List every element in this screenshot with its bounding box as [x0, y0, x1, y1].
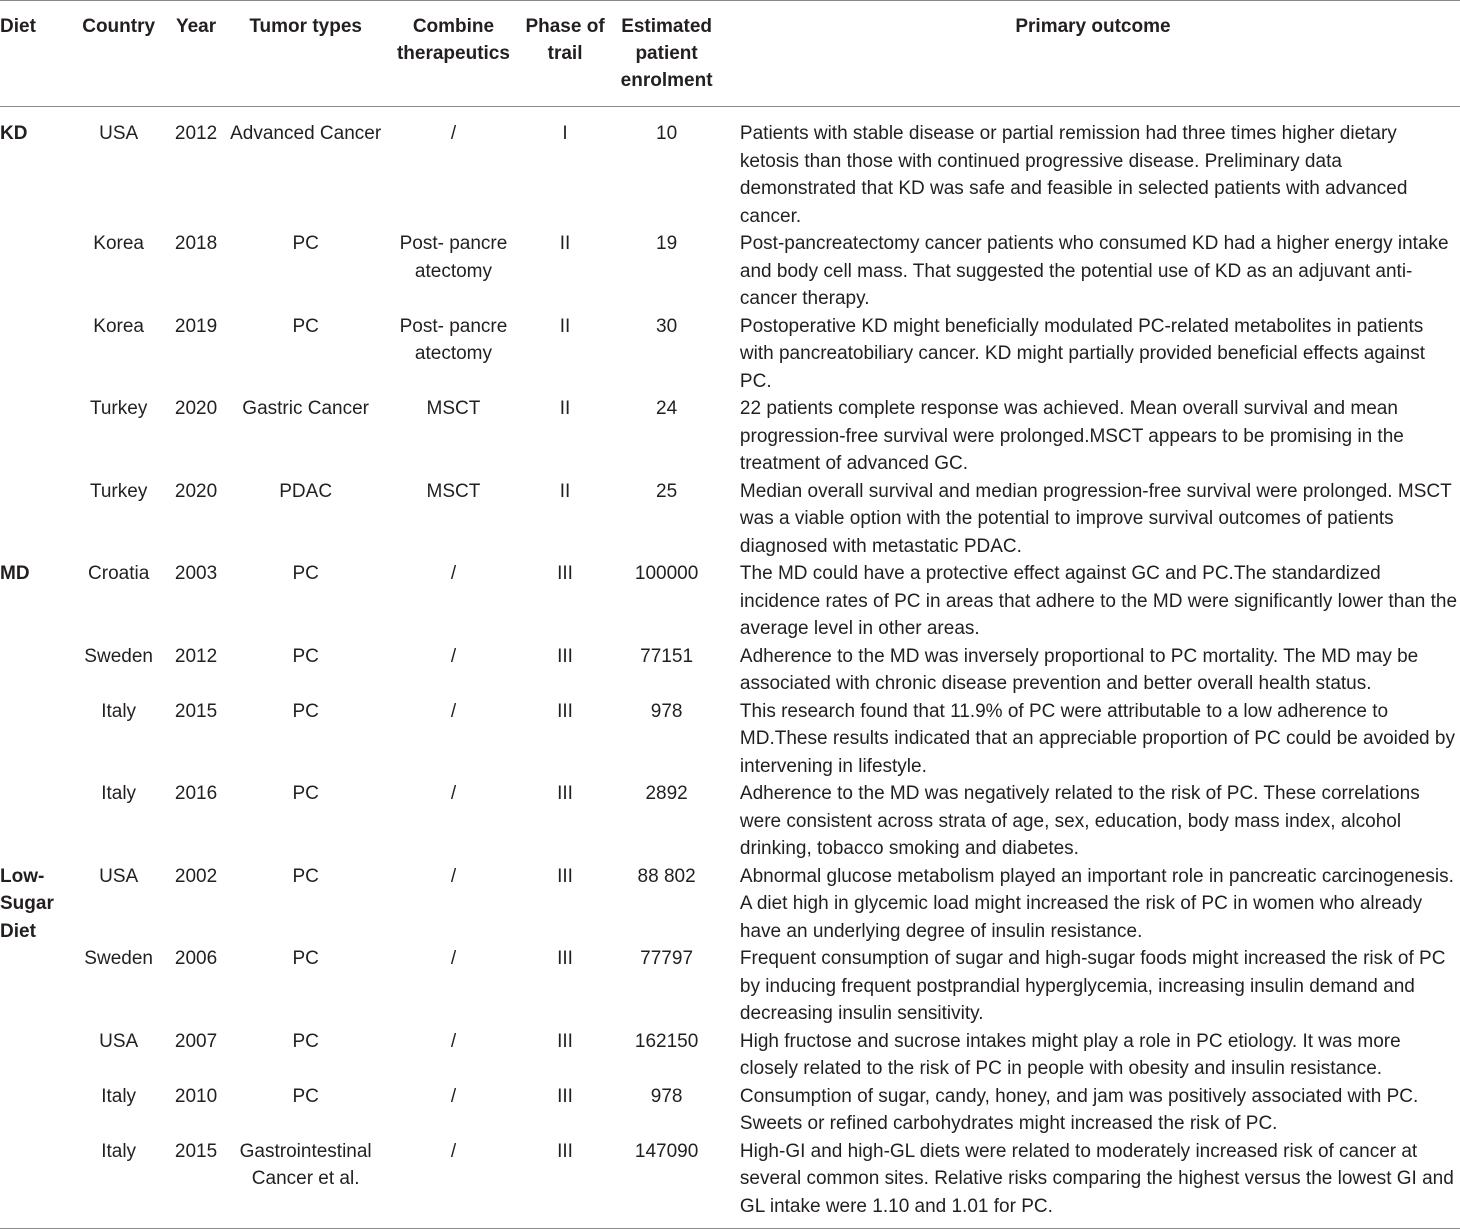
cell-year: 2020	[174, 398, 218, 419]
cell-diet: Low- Sugar Diet	[0, 865, 54, 942]
cell-primary-outcome: Post-pancreatectomy cancer patients who consumed KD had a higher energy intake and body cell mass. That suggested the potential use of KD as an adjuvant anti-cancer therapy.	[739, 233, 1449, 309]
table-row	[0, 780, 1460, 863]
cell-combine-therapeutics: Post- pancre atectomy	[399, 233, 508, 282]
cell-tumor-type: Gastric Cancer	[242, 398, 369, 419]
cell-phase: III	[557, 865, 573, 887]
cell-country: Croatia	[88, 563, 150, 584]
cell-diet	[0, 478, 72, 561]
header-row	[0, 1, 1460, 107]
table-row	[0, 643, 1460, 698]
cell-enrolment: 25	[656, 480, 678, 502]
header-phase: Phase of trail	[523, 1, 607, 107]
cell-enrolment: 10	[656, 123, 678, 144]
cell-year: 2002	[174, 865, 218, 887]
table-row	[0, 478, 1460, 561]
cell-phase: II	[559, 480, 571, 502]
cell-diet	[0, 1028, 72, 1083]
cell-country: Italy	[101, 1085, 137, 1107]
cell-country: Korea	[93, 233, 144, 254]
table-row	[0, 1028, 1460, 1083]
table-row	[0, 313, 1460, 396]
cell-primary-outcome: The MD could have a protective effect against GC and PC.The standardized incidence rates of PC in areas that adhere to the MD were significantly lower than the average level in other areas.	[739, 563, 1458, 639]
table-row	[0, 107, 1460, 231]
cell-phase: III	[557, 563, 573, 584]
cell-country: USA	[99, 1030, 139, 1052]
cell-phase: II	[559, 398, 571, 419]
table-row	[0, 395, 1460, 478]
cell-enrolment: 978	[650, 1085, 683, 1107]
cell-primary-outcome: Consumption of sugar, candy, honey, and jam was positively associated with PC. Sweets or refined carbohydrates might increased the risk of PC.	[739, 1085, 1419, 1134]
cell-enrolment: 162150	[634, 1030, 699, 1052]
cell-enrolment: 147090	[607, 1138, 726, 1229]
cell-primary-outcome: Postoperative KD might beneficially modulated PC-related metabolites in patients with pancreatobiliary cancer. KD might partially provided beneficial effects against PC.	[739, 315, 1425, 392]
cell-enrolment: 24	[656, 398, 678, 419]
cell-tumor-type: PC	[292, 700, 319, 722]
header-country: Country	[72, 1, 165, 107]
cell-year: 2006	[174, 948, 218, 969]
cell-year: 2003	[174, 563, 218, 584]
cell-diet	[0, 230, 72, 313]
cell-enrolment: 100000	[634, 563, 699, 584]
header-enrolment: Estimated patient enrolment	[607, 1, 726, 107]
cell-tumor-type: PDAC	[279, 480, 333, 502]
cell-tumor-type: Advanced Cancer	[230, 123, 382, 144]
cell-country: Sweden	[84, 645, 153, 667]
cell-year: 2016	[174, 783, 218, 804]
cell-phase: III	[557, 700, 573, 722]
table-body	[0, 107, 1460, 1229]
cell-phase: II	[559, 315, 571, 337]
cell-combine-therapeutics: MSCT	[426, 480, 481, 502]
cell-primary-outcome: Frequent consumption of sugar and high-sugar foods might increased the risk of PC by inducing frequent postprandial hyperglycemia, increasing insulin demand and decreasing insulin sensitivity.	[739, 948, 1446, 1024]
cell-primary-outcome: High fructose and sucrose intakes might play a role in PC etiology. It was more closely related to the risk of PC in people with obesity and insulin resistance.	[739, 1030, 1401, 1079]
cell-diet	[0, 313, 72, 396]
header-combine-therapeutics: Combine therapeutics	[384, 1, 523, 107]
cell-phase: III	[557, 1030, 573, 1052]
cell-combine-therapeutics: /	[384, 1138, 523, 1229]
cell-country: Italy	[72, 1138, 165, 1229]
cell-phase: III	[557, 645, 573, 667]
cell-phase: III	[523, 1138, 607, 1229]
cell-year: 2020	[174, 480, 218, 502]
cell-enrolment: 77797	[640, 948, 694, 969]
cell-country: Sweden	[84, 948, 153, 969]
cell-enrolment: 19	[656, 233, 678, 254]
cell-tumor-type: PC	[292, 1085, 319, 1107]
cell-combine-therapeutics: /	[450, 1085, 457, 1107]
cell-combine-therapeutics: /	[450, 563, 457, 584]
cell-primary-outcome: Adherence to the MD was inversely proportional to PC mortality. The MD may be associated with chronic disease prevention and better overall health status.	[739, 645, 1419, 694]
cell-phase: III	[557, 1085, 573, 1107]
cell-phase: III	[557, 783, 573, 804]
cell-combine-therapeutics: /	[450, 783, 457, 804]
cell-enrolment: 88 802	[637, 865, 696, 887]
cell-country: Italy	[101, 700, 137, 722]
table-row	[0, 560, 1460, 643]
header-diet: Diet	[0, 1, 72, 107]
cell-combine-therapeutics: /	[450, 1030, 457, 1052]
cell-diet	[0, 643, 72, 698]
cell-tumor-type: PC	[292, 645, 319, 667]
cell-primary-outcome: Median overall survival and median progression-free survival were prolonged. MSCT was a viable option with the potential to improve survival outcomes of patients diagnosed with metastatic PDAC.	[739, 480, 1452, 557]
table-row	[0, 1083, 1460, 1138]
cell-diet	[0, 1083, 72, 1138]
cell-year: 2019	[174, 315, 218, 337]
cell-diet	[0, 698, 72, 781]
cell-country: Turkey	[89, 480, 148, 502]
cell-enrolment: 978	[650, 700, 683, 722]
cell-tumor-type: PC	[292, 233, 319, 254]
cell-combine-therapeutics: /	[450, 645, 457, 667]
cell-phase: I	[562, 123, 568, 144]
cell-enrolment: 2892	[645, 783, 688, 804]
table-row	[0, 945, 1460, 1028]
cell-diet: KD	[0, 123, 28, 144]
cell-country: Turkey	[89, 398, 148, 419]
cell-year: 2015	[165, 1138, 227, 1229]
cell-combine-therapeutics: /	[450, 123, 457, 144]
cell-primary-outcome: High-GI and high-GL diets were related to moderately increased risk of cancer at several common sites. Relative risks comparing the highest versus the lowest GI and GL intake were 1.10 and 1.01 for PC.	[726, 1138, 1460, 1229]
cell-primary-outcome: This research found that 11.9% of PC were attributable to a low adherence to MD.These results indicated that an appreciable proportion of PC could be avoided by intervening in lifestyle.	[739, 700, 1455, 777]
cell-combine-therapeutics: Post- pancre atectomy	[399, 315, 508, 364]
cell-year: 2007	[174, 1030, 218, 1052]
cell-diet	[0, 945, 72, 1028]
cell-tumor-type: PC	[292, 865, 319, 887]
cell-year: 2012	[174, 123, 218, 144]
cell-country: Italy	[101, 783, 137, 804]
cell-diet	[0, 395, 72, 478]
cell-tumor-type: PC	[292, 1030, 319, 1052]
cell-diet	[0, 780, 72, 863]
table-row	[0, 698, 1460, 781]
cell-tumor-type: PC	[292, 948, 319, 969]
cell-tumor-type: PC	[292, 315, 319, 337]
cell-combine-therapeutics: /	[450, 948, 457, 969]
cell-primary-outcome: Abnormal glucose metabolism played an important role in pancreatic carcinogenesis. A diet high in glycemic load might increased the risk of PC in women who already have an underlying degree of insulin resistance.	[739, 865, 1454, 942]
cell-primary-outcome: 22 patients complete response was achieved. Mean overall survival and mean progression-free survival were prolonged.MSCT appears to be promising in the treatment of advanced GC.	[739, 398, 1404, 474]
cell-enrolment: 77151	[640, 645, 694, 667]
cell-year: 2010	[174, 1085, 218, 1107]
cell-primary-outcome: Adherence to the MD was negatively related to the risk of PC. These correlations were consistent across strata of age, sex, education, body mass index, alcohol drinking, tobacco smoking and diabetes.	[739, 783, 1420, 859]
cell-tumor-type: Gastrointestinal Cancer et al.	[227, 1138, 384, 1229]
header-primary-outcome: Primary outcome	[726, 1, 1460, 107]
cell-country: USA	[99, 123, 139, 144]
cell-combine-therapeutics: /	[450, 700, 457, 722]
cell-combine-therapeutics: /	[450, 865, 457, 887]
cell-year: 2012	[174, 645, 218, 667]
cell-year: 2015	[174, 700, 218, 722]
table-row	[0, 863, 1460, 946]
cell-enrolment: 30	[656, 315, 678, 337]
cell-country: Korea	[93, 315, 144, 337]
table-row	[0, 1138, 1460, 1229]
cell-year: 2018	[174, 233, 218, 254]
cell-combine-therapeutics: MSCT	[426, 398, 481, 419]
header-tumor-types: Tumor types	[227, 1, 384, 107]
cell-diet	[0, 1138, 72, 1229]
cell-tumor-type: PC	[292, 783, 319, 804]
cell-tumor-type: PC	[292, 563, 319, 584]
cell-primary-outcome: Patients with stable disease or partial remission had three times higher dietary ketosis than those with continued progressive disease. Preliminary data demonstrated that KD was safe and feasible in selected patients with advanced cancer.	[739, 123, 1408, 227]
cell-phase: II	[559, 233, 571, 254]
table-row	[0, 230, 1460, 313]
cell-phase: III	[557, 948, 573, 969]
cell-country: USA	[99, 865, 139, 887]
header-year: Year	[165, 1, 227, 107]
cell-diet: MD	[0, 563, 30, 584]
